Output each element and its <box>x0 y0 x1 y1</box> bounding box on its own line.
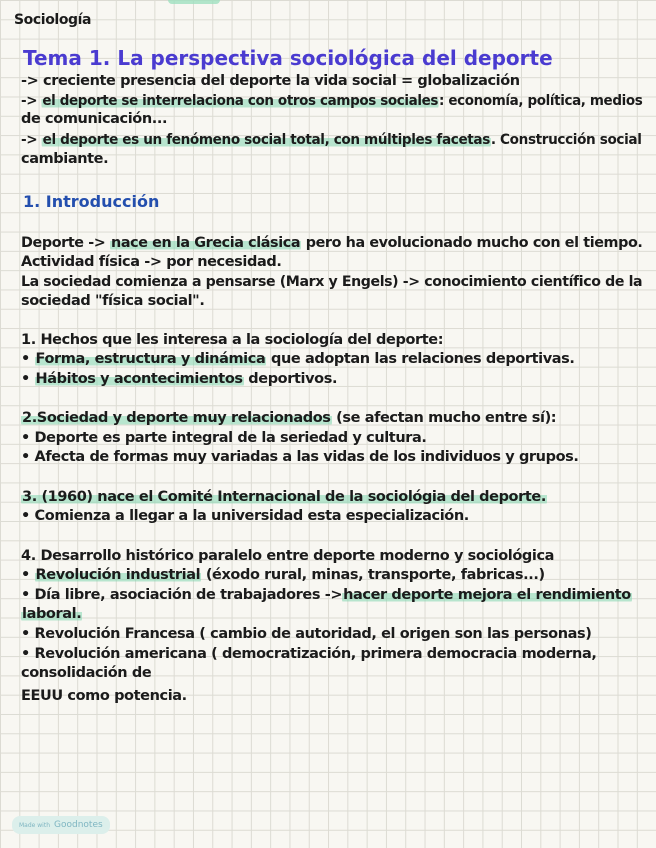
bullet: • <box>21 351 30 367</box>
list-item <box>21 429 427 447</box>
highlighted-text: hacer deporte mejora el rendimiento <box>343 587 631 603</box>
list-item-continuation <box>21 605 82 623</box>
intro-line <box>21 131 641 149</box>
text: Deporte es parte integral de la seriedad y cultura. <box>34 430 427 446</box>
highlighted-text: Hábitos y acontecimientos <box>35 371 243 387</box>
text: Revolución Francesa ( cambio de autoridad, el origen son las personas) <box>34 626 592 642</box>
list-item <box>21 586 632 604</box>
list-item <box>21 448 578 466</box>
text: Deporte -> <box>21 235 111 251</box>
text: : economía, política, medios <box>438 93 643 109</box>
body-line: Actividad física -> por necesidad. <box>21 254 282 270</box>
section-title: 1. Introducción <box>23 192 160 211</box>
text: Comienza a llegar a la universidad esta especialización. <box>34 508 469 524</box>
page-title: Tema 1. La perspectiva sociológica del deporte <box>23 46 553 70</box>
text: Día libre, asociación de trabajadores -> <box>34 587 343 603</box>
body-line: sociedad "física social". <box>21 293 205 309</box>
bullet: • <box>21 430 30 446</box>
list-item-continuation: consolidación de <box>21 665 152 681</box>
highlighted-text: nace en la Grecia clásica <box>110 235 301 251</box>
subject-label: Sociología <box>14 12 92 28</box>
highlight-mark <box>168 0 220 4</box>
body-line <box>21 234 642 252</box>
footer-brand: Goodnotes <box>54 820 103 830</box>
text: -> <box>21 93 42 109</box>
text: . Construcción social <box>490 132 642 148</box>
text: Afecta de formas muy variadas a las vidas de los individuos y grupos. <box>34 449 579 465</box>
text: Revolución americana ( democratización, primera democracia moderna, <box>34 646 597 662</box>
list-item <box>21 350 575 368</box>
text: deportivos. <box>243 371 338 387</box>
highlighted-text: Revolución industrial <box>35 567 201 583</box>
bullet: • <box>21 626 30 642</box>
list-heading <box>21 409 556 427</box>
list-item <box>21 507 469 525</box>
highlighted-text: 2.Sociedad y deporte muy relacionados <box>22 410 331 426</box>
list-item <box>21 645 596 663</box>
bullet: • <box>21 449 30 465</box>
text: -> <box>21 132 42 148</box>
intro-line: -> creciente presencia del deporte la vida social = globalización <box>21 73 520 89</box>
bullet: • <box>21 646 30 662</box>
bullet: • <box>21 567 30 583</box>
goodnotes-badge[interactable] <box>12 816 110 834</box>
intro-line: cambiante. <box>21 151 109 167</box>
bullet: • <box>21 371 30 387</box>
intro-line <box>21 92 642 110</box>
highlighted-text: el deporte se interrelaciona con otros campos sociales <box>42 93 439 109</box>
text: pero ha evolucionado mucho con el tiempo. <box>301 235 643 251</box>
footer-small-text: Made with <box>19 821 50 829</box>
highlighted-text: Forma, estructura y dinámica <box>35 351 266 367</box>
highlighted-text: el deporte es un fenómeno social total, con múltiples facetas <box>42 132 490 148</box>
list-item-continuation: EEUU como potencia. <box>21 688 187 704</box>
bullet: • <box>21 508 30 524</box>
list-item <box>21 566 545 584</box>
bullet: • <box>21 587 30 603</box>
text: (éxodo rural, minas, transporte, fabricas...) <box>201 567 545 583</box>
list-item <box>21 370 337 388</box>
text: (se afectan mucho entre sí): <box>331 410 557 426</box>
intro-line: de comunicación... <box>21 111 168 127</box>
list-item <box>21 625 592 643</box>
list-heading: 4. Desarrollo histórico paralelo entre deporte moderno y sociológica <box>21 548 555 564</box>
list-heading <box>21 488 547 506</box>
highlighted-text: 3. (1960) nace el Comité Internacional de la sociológia del deporte. <box>22 489 546 505</box>
highlighted-text: laboral. <box>22 606 82 622</box>
list-heading: 1. Hechos que les interesa a la sociología del deporte: <box>21 332 444 348</box>
text: que adoptan las relaciones deportivas. <box>266 351 575 367</box>
body-line: La sociedad comienza a pensarse (Marx y Engels) -> conocimiento científico de la <box>21 274 643 290</box>
